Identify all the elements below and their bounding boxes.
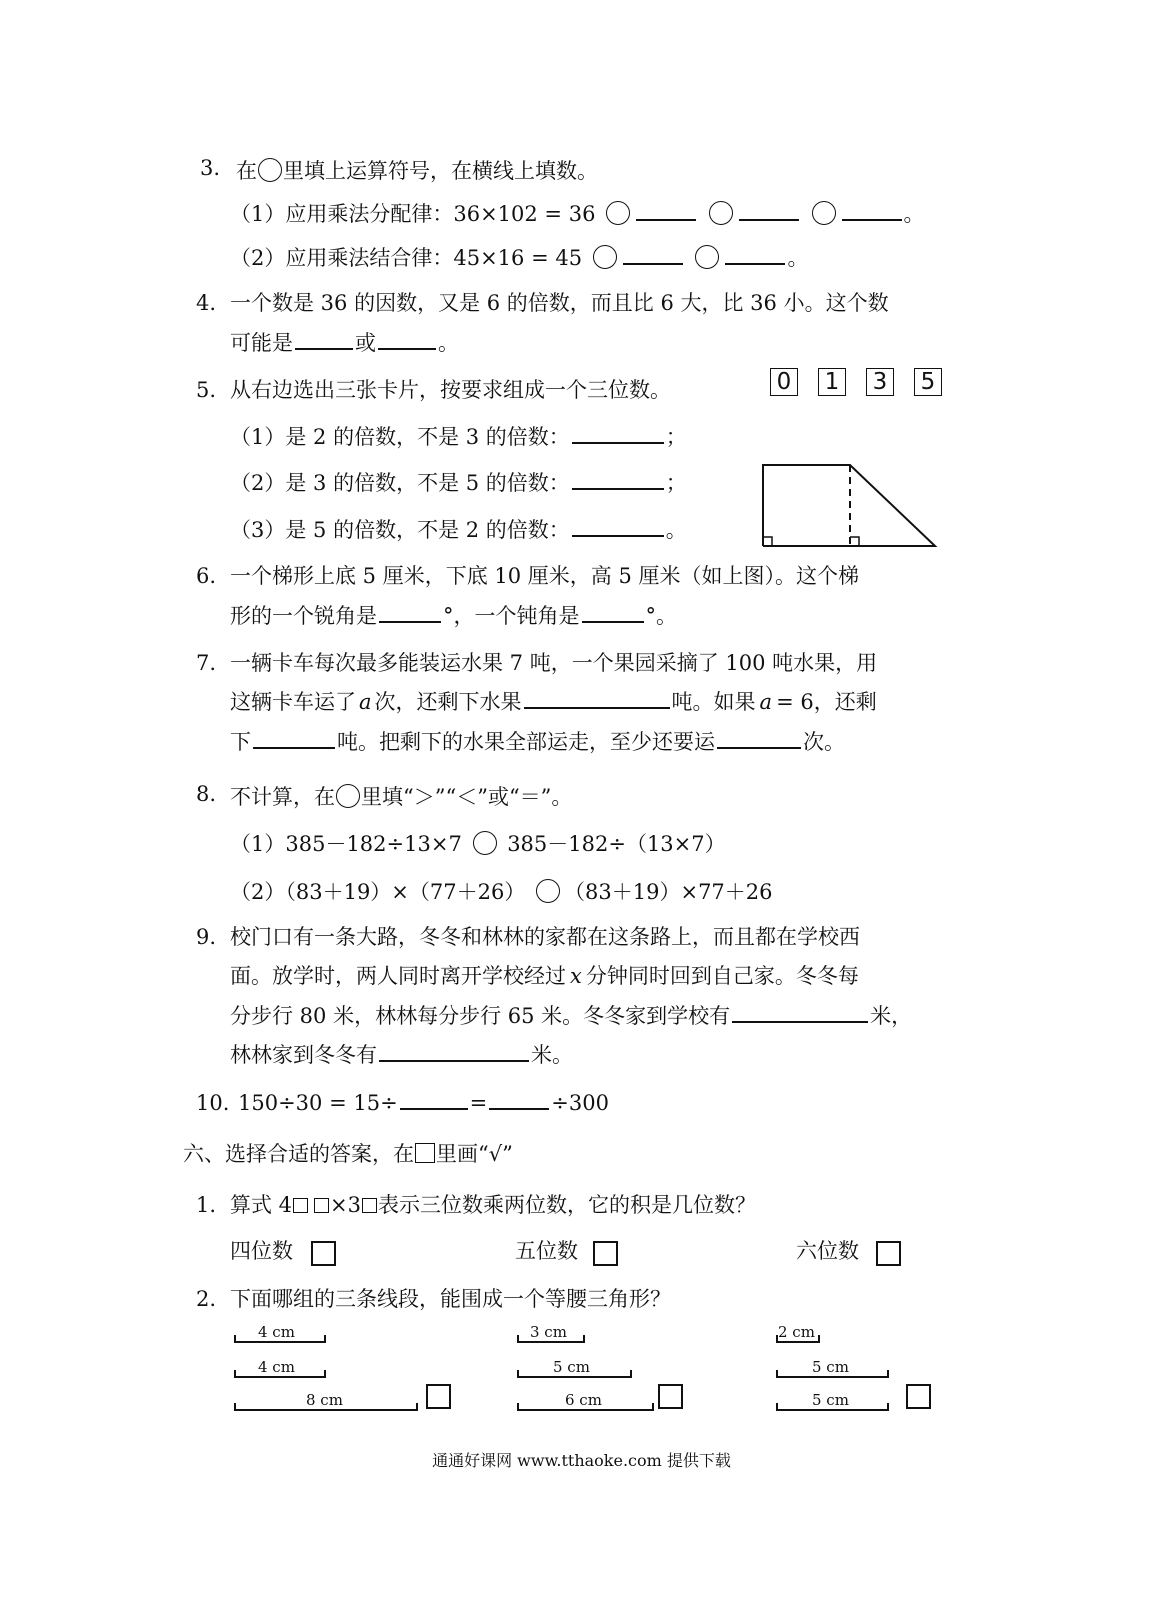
q3-sub2-text: （2）应用乘法结合律：45×16 = 45: [230, 246, 583, 270]
segment-label: 8 cm: [306, 1391, 343, 1409]
line-segment: [776, 1405, 889, 1411]
segment-label: 3 cm: [530, 1323, 567, 1341]
answer-blank[interactable]: [732, 1020, 868, 1023]
operator-circle[interactable]: [606, 201, 630, 225]
answer-blank[interactable]: [400, 1107, 468, 1110]
q9-line1: 校门口有一条大路，冬冬和林林的家都在这条路上，而且都在学校西: [230, 925, 860, 949]
q7-l2d: = 6，还剩: [776, 690, 877, 714]
answer-blank[interactable]: [572, 487, 664, 490]
answer-blank[interactable]: [725, 262, 785, 265]
q7-l2a: 这辆卡车运了: [230, 690, 356, 714]
section6-title-a: 六、选择合适的答案，在: [183, 1142, 414, 1166]
q9-l3a: 分步行 80 米，林林每分步行 65 米。冬冬家到学校有: [230, 1004, 731, 1028]
option-checkbox[interactable]: [876, 1241, 901, 1266]
q7-l3a: 下: [230, 730, 251, 754]
s6-q1-b: ×3: [330, 1193, 362, 1217]
q3-sub1-end: 。: [903, 202, 925, 226]
section6-title-b: 里画“√”: [436, 1142, 513, 1166]
answer-blank[interactable]: [842, 218, 902, 221]
digit-square: [314, 1198, 329, 1213]
q10-b: =: [469, 1091, 488, 1115]
answer-blank[interactable]: [739, 218, 799, 221]
answer-blank[interactable]: [572, 441, 664, 444]
segment-label: 4 cm: [258, 1323, 295, 1341]
q10-number: 10.: [196, 1091, 230, 1115]
s6-q1-number: 1.: [196, 1193, 217, 1217]
q9-l4b: 米。: [531, 1043, 573, 1067]
q7-l2c: 吨。如果: [671, 690, 756, 714]
q5-sub2-end: ；: [665, 471, 687, 495]
operator-circle[interactable]: [695, 245, 719, 269]
q6-line1: 一个梯形上底 5 厘米，下底 10 厘米，高 5 厘米（如上图）。这个梯: [230, 564, 859, 588]
segment-label: 4 cm: [258, 1358, 295, 1376]
q6-line2: [230, 606, 677, 627]
q3-title-b: 里填上运算符号，在横线上填数。: [283, 159, 598, 183]
option-label: 五位数: [515, 1239, 578, 1263]
checkbox-icon: [415, 1143, 435, 1163]
operator-circle[interactable]: [593, 245, 617, 269]
option-label: 六位数: [796, 1239, 859, 1263]
variable-a: a: [359, 690, 372, 714]
q7-line3: [230, 732, 845, 753]
q7-l2b: 次，还剩下水果: [374, 690, 522, 714]
answer-blank[interactable]: [378, 347, 436, 350]
q5-sub1-text: （1）是 2 的倍数，不是 3 的倍数：: [230, 425, 570, 449]
q9-l3b: 米，: [870, 1004, 913, 1028]
q9-line2: [230, 966, 859, 987]
answer-blank[interactable]: [717, 746, 801, 749]
q7-number: 7.: [196, 651, 217, 675]
q9-line4: [230, 1045, 573, 1066]
q10-line: [238, 1093, 609, 1114]
q4-line1: 一个数是 36 的因数，又是 6 的倍数，而且比 6 大，比 36 小。这个数: [230, 291, 889, 315]
line-segment: [517, 1372, 632, 1378]
line-segment: [234, 1405, 418, 1411]
q8-title-b: 里填“＞”“＜”或“＝”。: [361, 785, 573, 809]
answer-blank[interactable]: [489, 1107, 549, 1110]
answer-blank[interactable]: [636, 218, 696, 221]
line-segment: [234, 1372, 326, 1378]
option-checkbox[interactable]: [906, 1384, 931, 1409]
answer-blank[interactable]: [572, 534, 664, 537]
q4-l2b: 或: [355, 331, 376, 355]
s6-q1-text: [230, 1195, 756, 1216]
q7-l3b: 吨。把剩下的水果全部运走，至少还要运: [337, 730, 715, 754]
option-checkbox[interactable]: [426, 1384, 451, 1409]
q5-sub2: [230, 473, 687, 494]
segment-label: 5 cm: [553, 1358, 590, 1376]
answer-blank[interactable]: [524, 706, 670, 709]
q10-a: 150÷30 = 15÷: [238, 1091, 398, 1115]
digit-square: [293, 1198, 308, 1213]
answer-blank[interactable]: [295, 347, 353, 350]
q8-title-a: 不计算，在: [230, 785, 335, 809]
q3-sub2: [230, 245, 808, 269]
digit-square: [362, 1198, 377, 1213]
line-segment: [517, 1405, 654, 1411]
q5-title: 从右边选出三张卡片，按要求组成一个三位数。: [230, 378, 671, 402]
q8-number: 8.: [196, 782, 217, 806]
q8-s2a: （2）（83＋19）×（77＋26）: [230, 880, 526, 904]
q5-sub3-end: 。: [665, 518, 687, 542]
q6-l2c: °。: [645, 604, 677, 628]
q5-sub1-end: ；: [665, 425, 687, 449]
operator-circle[interactable]: [709, 201, 733, 225]
q7-line1: 一辆卡车每次最多能装运水果 7 吨，一个果园采摘了 100 吨水果，用: [230, 651, 878, 675]
q7-line2: [230, 692, 877, 713]
trapezoid-figure: [755, 458, 945, 553]
q4-l2a: 可能是: [230, 331, 293, 355]
q3-number: 3.: [200, 156, 221, 180]
q5-sub1: [230, 427, 687, 448]
section6-title: [183, 1143, 513, 1165]
q3-sub2-end: 。: [787, 246, 809, 270]
q6-l2a: 形的一个锐角是: [230, 604, 377, 628]
q3-title: [236, 158, 598, 182]
line-segment: [776, 1372, 889, 1378]
digit-card: 5: [914, 368, 942, 396]
compare-circle[interactable]: [536, 879, 560, 903]
digit-card: 0: [770, 368, 798, 396]
q10-c: ÷300: [551, 1091, 609, 1115]
s6-q1-c: 表示三位数乘两位数，它的积是几位数？: [378, 1193, 757, 1217]
variable-x: x: [570, 964, 582, 988]
q3-sub1-text: （1）应用乘法分配律：36×102 = 36: [230, 202, 596, 226]
digit-card: 1: [818, 368, 846, 396]
q3-sub1: [230, 201, 925, 225]
q5-sub3-text: （3）是 5 的倍数，不是 2 的倍数：: [230, 518, 570, 542]
segment-label: 5 cm: [812, 1358, 849, 1376]
q8-s1a: （1）385－182÷13×7: [230, 832, 462, 856]
line-segment: [234, 1337, 326, 1343]
answer-blank[interactable]: [379, 620, 441, 623]
s6-q2-text: 下面哪组的三条线段，能围成一个等腰三角形？: [230, 1287, 671, 1311]
option-checkbox[interactable]: [658, 1384, 683, 1409]
answer-blank[interactable]: [582, 620, 644, 623]
q8-s1b: 385－182÷（13×7）: [507, 832, 726, 856]
q9-l2a: 面。放学时，两人同时离开学校经过: [230, 964, 566, 988]
segment-label: 2 cm: [778, 1323, 815, 1341]
q8-title: [230, 784, 572, 808]
q7-l3c: 次。: [803, 730, 845, 754]
q6-number: 6.: [196, 564, 217, 588]
variable-a: a: [759, 690, 773, 714]
answer-blank[interactable]: [623, 262, 683, 265]
q9-l4a: 林林家到冬冬有: [230, 1043, 377, 1067]
s6-q1-a: 算式 4: [230, 1193, 293, 1217]
circle-icon: [258, 158, 282, 182]
segment-label: 6 cm: [565, 1391, 602, 1409]
q8-s2b: （83＋19）×77＋26: [564, 880, 773, 904]
answer-blank[interactable]: [379, 1059, 529, 1062]
q8-sub1: [230, 831, 726, 855]
segment-label: 5 cm: [812, 1391, 849, 1409]
line-segment: [517, 1337, 585, 1343]
q3-title-a: 在: [236, 159, 257, 183]
compare-circle[interactable]: [473, 831, 497, 855]
option-checkbox[interactable]: [311, 1241, 336, 1266]
s6-q2-number: 2.: [196, 1287, 217, 1311]
q4-l2c: 。: [438, 331, 459, 355]
q9-number: 9.: [196, 925, 217, 949]
option-checkbox[interactable]: [593, 1241, 618, 1266]
q8-sub2: [230, 879, 773, 903]
q4-line2: [230, 333, 459, 354]
q5-number: 5.: [196, 378, 217, 402]
digit-card: 3: [866, 368, 894, 396]
q5-sub2-text: （2）是 3 的倍数，不是 5 的倍数：: [230, 471, 570, 495]
page-footer: 通通好课网 www.tthaoke.com 提供下载: [432, 1451, 731, 1470]
line-segment: [776, 1337, 820, 1343]
q9-l2b: 分钟同时回到自己家。冬冬每: [585, 964, 859, 988]
circle-icon: [336, 784, 360, 808]
q6-l2b: °，一个钝角是: [443, 604, 580, 628]
answer-blank[interactable]: [253, 746, 335, 749]
option-label: 四位数: [230, 1239, 293, 1263]
q4-number: 4.: [196, 291, 217, 315]
q9-line3: [230, 1006, 912, 1027]
q5-sub3: [230, 520, 687, 541]
operator-circle[interactable]: [812, 201, 836, 225]
